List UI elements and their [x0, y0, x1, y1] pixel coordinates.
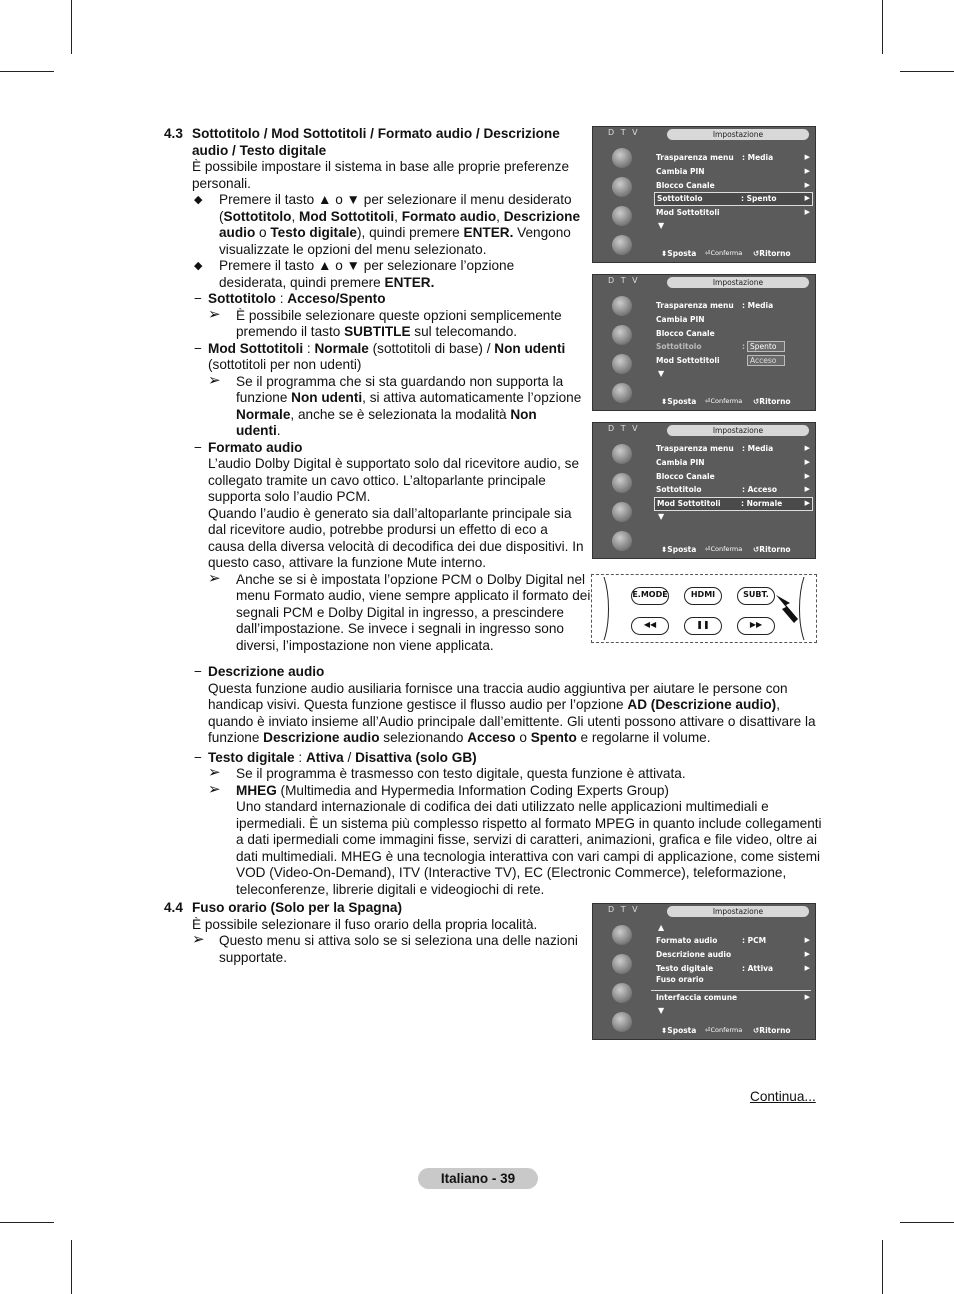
arrow-right-icon: ▶: [804, 208, 810, 217]
note-testo-digitale-1: ➢ Se il programma è trasmesso con testo digitale, questa funzione è attivata.: [208, 764, 686, 781]
scroll-down-icon: ▼: [658, 220, 665, 230]
subtitle-button[interactable]: SUBT.: [737, 587, 775, 605]
osd-icon-column: [595, 143, 647, 261]
setup-icon: [603, 980, 637, 1006]
sound-icon: [603, 470, 637, 496]
remote-outline: [592, 575, 816, 642]
osd-icon-column: [595, 920, 647, 1038]
emode-button[interactable]: E.MODE: [631, 587, 669, 605]
osd-row[interactable]: Mod Sottotitoli: [656, 356, 720, 366]
osd-footer: ⬍ Sposta ⏎ Conferma ↺ Ritorno: [661, 397, 791, 406]
osd-title: Impostazione: [667, 129, 809, 140]
arrow-right-icon: ▶: [804, 180, 810, 189]
note-mod-sottotitoli: ➢ Se il programma che si sta guardando non supporta la funzione Non udenti, si attiva automaticamente l’opzione Normale, anche se è selezionata la modalità Non udenti.: [208, 371, 582, 438]
rewind-button[interactable]: ◀◀: [631, 617, 669, 635]
crop-mark: [71, 0, 72, 54]
osd-row[interactable]: Formato audio : PCM ▶: [656, 936, 810, 945]
osd-menu-2: D T V Impostazione Trasparenza menu : Media Cambia PIN Blocco Canale Sottotitolo : Mod Sottotitoli ▼ Spento Acceso ⬍ Sposta ⏎ Conferma ↺ Ritorno: [592, 274, 816, 411]
note-sottotitolo: ➢ È possibile selezionare queste opzioni semplicemente premendo il tasto SUBTITLE sul telecomando.: [208, 305, 562, 339]
arrow-note-icon: ➢: [208, 780, 221, 798]
input-icon: [603, 380, 637, 406]
input-icon: [603, 528, 637, 554]
osd-footer: ⬍ Sposta ⏎ Conferma ↺ Ritorno: [661, 1026, 791, 1035]
picture-icon: [603, 145, 637, 171]
crop-mark: [0, 1222, 54, 1223]
scroll-down-icon: ▼: [658, 368, 665, 378]
osd-row[interactable]: Blocco Canale ▶: [651, 179, 815, 193]
formato-audio-p1: L’audio Dolby Digital è supportato solo dal ricevitore audio, se collegato tramite un cavo ottico. L’altoparlante principale supporta solo l’audio PCM.: [208, 456, 580, 504]
arrow-note-icon: ➢: [208, 569, 221, 587]
arrow-note-icon: ➢: [192, 931, 205, 948]
osd-row[interactable]: Cambia PIN ▶: [651, 165, 815, 179]
osd-menu-1: [592, 126, 816, 263]
osd-row-selected[interactable]: Sottotitolo : Spento ▶: [654, 192, 813, 206]
diamond-icon: ◆: [194, 194, 203, 206]
continue-link[interactable]: Continua...: [750, 1089, 816, 1104]
sound-icon: [603, 174, 637, 200]
setup-icon: [603, 351, 637, 377]
section-4-3-cont: [164, 664, 824, 898]
crop-mark: [900, 1222, 954, 1223]
scroll-down-icon: ▼: [658, 511, 665, 521]
arrow-right-icon: ▶: [804, 166, 810, 175]
dtv-label: D T V: [608, 128, 640, 137]
diamond-icon: ◆: [194, 260, 203, 272]
section-title: Fuso orario (Solo per la Spagna): [192, 900, 402, 915]
osd-row[interactable]: Trasparenza menu : Media ▶: [651, 151, 815, 165]
arrow-note-icon: ➢: [208, 371, 221, 389]
section-number: 4.3: [164, 126, 183, 141]
crop-mark: [882, 1240, 883, 1294]
setup-icon: [603, 499, 637, 525]
arrow-note-icon: ➢: [208, 764, 221, 781]
crop-mark: [0, 71, 54, 72]
crop-mark: [900, 71, 954, 72]
arrow-right-icon: ▶: [804, 153, 810, 161]
fast-forward-button[interactable]: ▶▶: [737, 617, 775, 635]
intro-text: È possibile selezionare il fuso orario della propria località.: [192, 916, 538, 932]
item-mod-sottotitoli: − Mod Sottotitoli : Normale (sottotitoli di base) / Non udenti (sottotitoli per non udenti): [194, 340, 566, 372]
osd-row[interactable]: Trasparenza menu : Media: [656, 301, 774, 310]
note-testo-digitale-2: ➢ MHEG (Multimedia and Hypermedia Information Coding Experts Group) Uno standard internazionale di codifica dei dati utilizzato nelle applicazioni multimediali e ipermediali. È un sistema più complesso rispetto al formato MPEG in quanto include collegamenti a dati ipermediali come immagini fisse, servizi di caratteri, animazioni, grafica e file video, oltre ai dati multimediali. MHEG è una tecnologia interattiva con vari campi di applicazione, come sistemi VOD (Video-On-Demand), ITV (Interactive TV), EC (Electronic Commerce), teleformazione, teleconferenze, librerie digitali e videogiochi di rete.: [208, 780, 822, 897]
formato-audio-p2: Quando l’audio è generato sia dall’altoparlante principale sia dal ricevitore audio, potrebbe prodursi un effetto di eco a causa della diversa velocità di decodifica dei due dispositivi. In questo caso, attivare la funzione Mute interno.: [208, 505, 584, 570]
crop-mark: [71, 1240, 72, 1294]
picture-icon: [603, 293, 637, 319]
osd-row[interactable]: Descrizione audio ▶: [656, 949, 810, 959]
osd-row[interactable]: Mod Sottotitoli ▶: [651, 206, 815, 220]
hdmi-button[interactable]: HDMI: [684, 587, 722, 605]
item-testo-digitale: − Testo digitale : Attiva / Disattiva (solo GB): [194, 749, 477, 765]
section-heading: [164, 126, 584, 159]
osd-row[interactable]: Testo digitale : Attiva ▶: [656, 963, 810, 973]
picture-icon: [603, 441, 637, 467]
section-title: Sottotitolo / Mod Sottotitoli / Formato audio / Descrizione audio / Testo digitale: [192, 126, 560, 158]
popup-option-acceso[interactable]: Acceso: [747, 355, 785, 366]
page-number: Italiano - 39: [418, 1168, 538, 1189]
osd-icon-column: [595, 291, 647, 409]
osd-row[interactable]: Cambia PIN: [656, 314, 705, 324]
scroll-down-icon: ▼: [658, 1006, 665, 1016]
section-4-3: [164, 126, 591, 654]
section-heading: [164, 900, 584, 917]
osd-row[interactable]: Cambia PIN ▶: [656, 457, 810, 467]
section-number: 4.4: [164, 900, 183, 915]
osd-footer: ⬍ Sposta ⏎ Conferma ↺ Ritorno: [661, 249, 791, 258]
item-sottotitolo: − Sottotitolo : Acceso/Spento: [194, 291, 386, 306]
osd-row-selected[interactable]: Fuso orario: [651, 975, 811, 991]
arrow-right-icon: ▶: [804, 194, 810, 203]
osd-row[interactable]: Sottotitolo :: [656, 342, 745, 352]
scroll-up-icon: ▲: [658, 923, 665, 932]
osd-row[interactable]: Blocco Canale ▶: [656, 471, 810, 481]
note-formato-audio: ➢ Anche se si è impostata l’opzione PCM o Dolby Digital nel menu Formato audio, viene sempre applicato il formato dei segnali PCM e Dolby Digital in ingresso, a prescindere dall’impostazione. Se invece i segnali in ingresso sono diversi, l’impostazione non viene applicata.: [208, 569, 591, 653]
arrow-note-icon: ➢: [208, 305, 221, 323]
remote-illustration: [591, 574, 817, 643]
crop-mark: [882, 0, 883, 54]
osd-row[interactable]: Trasparenza menu : Media ▶: [656, 444, 810, 453]
osd-row[interactable]: Sottotitolo : Acceso ▶: [656, 485, 810, 495]
note-fuso-orario: ➢ Questo menu si attiva solo se si seleziona una delle nazioni supportate.: [192, 931, 578, 965]
item-formato-audio: − Formato audio: [194, 439, 303, 455]
sound-icon: [603, 322, 637, 348]
setup-icon: [603, 203, 637, 229]
bullet-1: ◆ Premere il tasto ▲ o ▼ per selezionare il menu desiderato (Sottotitolo, Mod Sottotitoli, Formato audio, Descrizione audio o Testo digitale), quindi premere ENTER. Vengono visualizzate le opzioni del menu selezionato.: [194, 192, 581, 257]
osd-row-selected[interactable]: Mod Sottotitoli : Normale ▶: [654, 497, 813, 511]
popup-option-spento[interactable]: Spento: [747, 341, 785, 352]
osd-icon-column: [595, 439, 647, 557]
input-icon: [603, 1009, 637, 1035]
osd-menu-3: D T V Impostazione Trasparenza menu : Media ▶ Cambia PIN ▶ Blocco Canale ▶ Sottotitolo : Acceso ▶ Mod Sottotitoli : Normale ▶ ▼ ⬍ Sposta ⏎ Conferma ↺ Ritorno: [592, 422, 816, 559]
item-descrizione-audio: − Descrizione audio: [194, 664, 325, 679]
descrizione-audio-p: Questa funzione audio ausiliaria fornisce una traccia audio aggiuntiva per aiutare le persone con handicap visivi. Questa funzione gestisce il flusso audio per l’opzione AD (Descrizione audio), quando è inviato insieme all’Audio principale dall’emittente. Gli utenti possono attivare o disattivare la funzione Descrizione audio selezionando Acceso o Spento e regolarne il volume.: [208, 680, 816, 745]
input-icon: [603, 232, 637, 258]
picture-icon: [603, 922, 637, 948]
bullet-2: ◆ Premere il tasto ▲ o ▼ per selezionare l’opzione desiderata, quindi premere ENTER.: [194, 258, 515, 290]
sound-icon: [603, 951, 637, 977]
section-4-4: [164, 900, 584, 966]
osd-footer: ⬍ Sposta ⏎ Conferma ↺ Ritorno: [661, 545, 791, 554]
osd-menu-4: D T V Impostazione ▲ Formato audio : PCM ▶ Descrizione audio ▶ Testo digitale : Attiva ▶ Fuso orario Interfaccia comune ▶ ▼ ⬍ Sposta ⏎ Conferma ↺ Ritorno: [592, 903, 816, 1040]
osd-row[interactable]: Interfaccia comune ▶: [656, 993, 810, 1003]
osd-row[interactable]: Blocco Canale: [656, 328, 715, 338]
intro-text: È possibile impostare il sistema in base alle proprie preferenze personali.: [192, 159, 570, 191]
pause-button[interactable]: ❚❚: [684, 617, 722, 635]
